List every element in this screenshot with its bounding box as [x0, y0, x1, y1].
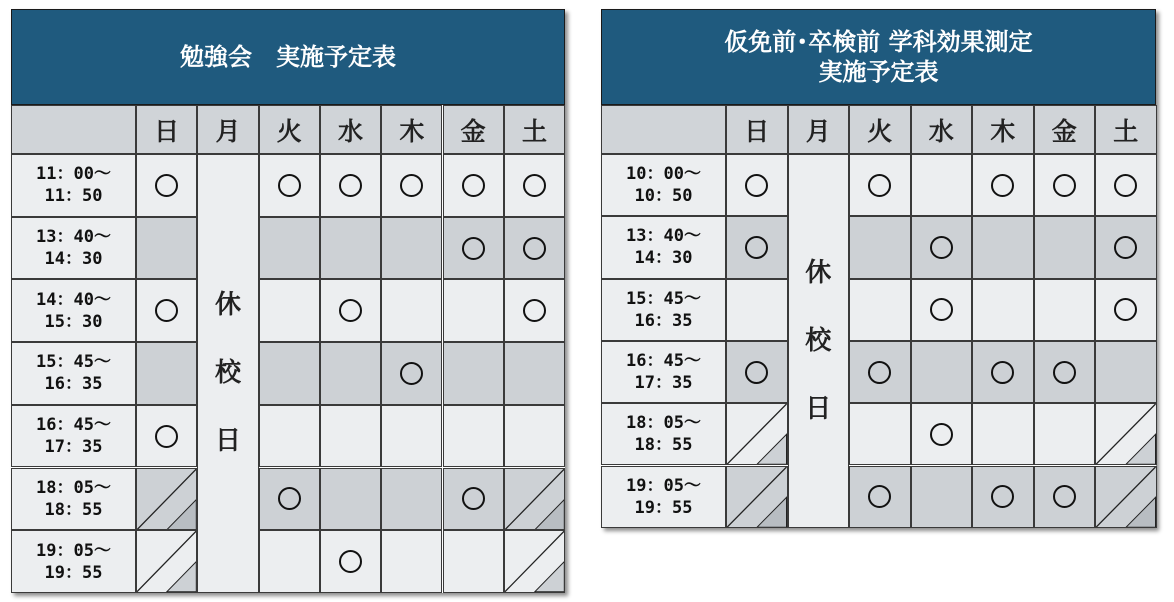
circle-icon: [523, 174, 546, 197]
schedule-cell: [504, 468, 565, 531]
schedule-cell: [443, 279, 504, 342]
schedule-cell: [726, 341, 788, 403]
schedule-cell: [320, 405, 381, 468]
schedule-cell: [443, 530, 504, 593]
circle-icon: [1053, 485, 1076, 508]
time-slot: [601, 341, 726, 403]
day-header: 金: [1034, 105, 1096, 154]
circle-icon: [339, 299, 362, 322]
time-text: 18：05～: [36, 477, 111, 498]
table-title: [11, 9, 565, 105]
time-text: 15：30: [44, 311, 103, 332]
schedule-cell: [1034, 216, 1096, 278]
time-slot: [11, 342, 136, 405]
time-slot: [11, 279, 136, 342]
time-slot: [601, 279, 726, 341]
time-text: 13：40～: [36, 227, 111, 248]
schedule-cell: [1095, 279, 1157, 341]
closed-day-char: 休: [214, 290, 241, 321]
time-slot: [11, 530, 136, 593]
day-header: 月: [788, 105, 850, 154]
header-corner: [11, 105, 136, 154]
schedule-cell: [1034, 466, 1096, 528]
schedule-cell: [726, 216, 788, 278]
schedule-cell: [381, 279, 442, 342]
schedule-cell: [911, 403, 973, 465]
schedule-cell: [972, 216, 1034, 278]
circle-icon: [400, 362, 423, 385]
title-line: 勉強会 実施予定表: [180, 43, 396, 71]
circle-icon: [462, 237, 485, 260]
schedule-cell: [136, 530, 197, 593]
diagonal-slash-icon: [137, 469, 196, 530]
time-text: 13：40～: [626, 226, 701, 247]
time-slot: [601, 403, 726, 465]
closed-day-char: 日: [214, 426, 241, 457]
schedule-cell: [504, 342, 565, 405]
schedule-cell: [504, 279, 565, 342]
circle-icon: [155, 174, 178, 197]
day-header: 火: [849, 105, 911, 154]
schedule-cell: [381, 154, 442, 217]
time-slot: [11, 217, 136, 280]
schedule-cell: [381, 530, 442, 593]
schedule-cell: [726, 403, 788, 465]
schedule-cell: [136, 279, 197, 342]
circle-icon: [745, 236, 768, 259]
schedule-cell: [972, 466, 1034, 528]
circle-icon: [339, 550, 362, 573]
closed-day-char: 休: [805, 257, 832, 288]
day-header: 木: [381, 105, 442, 154]
time-text: 19：05～: [626, 475, 701, 496]
schedule-cell: [259, 154, 320, 217]
closed-day-char: 校: [805, 325, 832, 356]
circle-icon: [523, 299, 546, 322]
day-header: 土: [1095, 105, 1157, 154]
schedule-cell: [849, 403, 911, 465]
schedule-cell: [259, 217, 320, 280]
circle-icon: [930, 298, 953, 321]
circle-icon: [868, 361, 891, 384]
schedule-cell: [911, 279, 973, 341]
time-text: 16：35: [44, 374, 103, 395]
day-header: 土: [504, 105, 565, 154]
schedule-cell: [1034, 279, 1096, 341]
day-header: 水: [320, 105, 381, 154]
circle-icon: [1053, 361, 1076, 384]
day-header: 日: [726, 105, 788, 154]
schedule-cell: [849, 466, 911, 528]
schedule-cell: [381, 468, 442, 531]
circle-icon: [991, 485, 1014, 508]
time-text: 15：45～: [626, 288, 701, 309]
schedule-cell: [320, 530, 381, 593]
circle-icon: [745, 361, 768, 384]
closed-day-column: [788, 154, 850, 528]
time-text: 14：30: [44, 249, 103, 270]
time-slot: [11, 154, 136, 217]
time-text: 10：50: [634, 186, 693, 207]
table-title: [601, 9, 1156, 105]
circle-icon: [523, 237, 546, 260]
schedule-cell: [443, 468, 504, 531]
diagonal-slash-icon: [1096, 404, 1156, 464]
schedule-cell: [259, 342, 320, 405]
schedule-cell: [504, 154, 565, 217]
time-text: 18：55: [44, 499, 103, 520]
schedule-cell: [849, 154, 911, 216]
schedule-cell: [504, 217, 565, 280]
schedule-cell: [504, 405, 565, 468]
schedule-cell: [972, 341, 1034, 403]
circle-icon: [868, 174, 891, 197]
closed-day-char: 校: [214, 358, 241, 389]
time-text: 17：35: [634, 373, 693, 394]
time-text: 18：05～: [626, 413, 701, 434]
diagonal-slash-icon: [727, 404, 787, 464]
schedule-cell: [320, 217, 381, 280]
time-text: 14：30: [634, 248, 693, 269]
schedule-cell: [504, 530, 565, 593]
time-slot: [601, 466, 726, 528]
schedule-cell: [136, 217, 197, 280]
day-header: 月: [197, 105, 258, 154]
day-header: 火: [259, 105, 320, 154]
schedule-cell: [320, 468, 381, 531]
time-text: 16：45～: [626, 351, 701, 372]
diagonal-slash-icon: [505, 531, 564, 592]
schedule-cell: [972, 154, 1034, 216]
schedule-cell: [320, 279, 381, 342]
circle-icon: [462, 487, 485, 510]
schedule-cell: [381, 217, 442, 280]
schedule-cell: [136, 468, 197, 531]
header-corner: [601, 105, 726, 154]
day-header: 日: [136, 105, 197, 154]
schedule-cell: [972, 403, 1034, 465]
schedule-cell: [1095, 403, 1157, 465]
time-text: 10：00～: [626, 164, 701, 185]
closed-day-char: 日: [805, 393, 832, 424]
schedule-cell: [320, 342, 381, 405]
circle-icon: [278, 174, 301, 197]
schedule-cell: [1095, 341, 1157, 403]
circle-icon: [745, 174, 768, 197]
circle-icon: [930, 423, 953, 446]
circle-icon: [339, 174, 362, 197]
time-slot: [11, 468, 136, 531]
schedule-cell: [1034, 403, 1096, 465]
schedule-cell: [136, 405, 197, 468]
schedule-cell: [381, 405, 442, 468]
time-text: 11：50: [44, 186, 103, 207]
circle-icon: [1114, 174, 1137, 197]
day-header: 水: [911, 105, 973, 154]
schedule-cell: [849, 341, 911, 403]
title-line: 実施予定表: [818, 58, 939, 86]
schedule-cell: [443, 405, 504, 468]
schedule-cell: [726, 466, 788, 528]
schedule-cell: [320, 154, 381, 217]
schedule-cell: [443, 342, 504, 405]
schedule-cell: [1095, 216, 1157, 278]
schedule-cell: [1095, 466, 1157, 528]
schedule-cell: [259, 405, 320, 468]
time-text: 19：55: [44, 562, 103, 583]
circle-icon: [155, 425, 178, 448]
circle-icon: [400, 174, 423, 197]
circle-icon: [1114, 236, 1137, 259]
circle-icon: [930, 236, 953, 259]
time-slot: [11, 405, 136, 468]
circle-icon: [155, 299, 178, 322]
time-slot: [601, 154, 726, 216]
schedule-table: [601, 9, 1156, 528]
diagonal-slash-icon: [727, 467, 787, 527]
time-text: 16：35: [634, 310, 693, 331]
circle-icon: [868, 485, 891, 508]
diagonal-slash-icon: [1096, 467, 1156, 527]
schedule-cell: [911, 154, 973, 216]
time-text: 18：55: [634, 435, 693, 456]
schedule-cell: [849, 216, 911, 278]
schedule-cell: [972, 279, 1034, 341]
schedule-cell: [1034, 341, 1096, 403]
title-line: 仮免前･卒検前 学科効果測定: [724, 28, 1033, 56]
diagonal-slash-icon: [505, 469, 564, 530]
circle-icon: [1114, 298, 1137, 321]
schedule-cell: [911, 216, 973, 278]
closed-day-column: [197, 154, 258, 593]
circle-icon: [462, 174, 485, 197]
schedule-cell: [726, 154, 788, 216]
schedule-cell: [136, 342, 197, 405]
schedule-cell: [259, 279, 320, 342]
schedule-cell: [443, 154, 504, 217]
schedule-cell: [136, 154, 197, 217]
schedule-cell: [443, 217, 504, 280]
circle-icon: [991, 174, 1014, 197]
time-text: 14：40～: [36, 289, 111, 310]
diagonal-slash-icon: [137, 531, 196, 592]
time-text: 17：35: [44, 437, 103, 458]
time-text: 16：45～: [36, 415, 111, 436]
circle-icon: [1053, 174, 1076, 197]
schedule-cell: [1095, 154, 1157, 216]
schedule-table: [11, 9, 565, 593]
time-text: 19：05～: [36, 540, 111, 561]
schedule-cell: [259, 530, 320, 593]
schedule-cell: [911, 466, 973, 528]
time-text: 15：45～: [36, 352, 111, 373]
schedule-cell: [849, 279, 911, 341]
time-text: 19：55: [634, 497, 693, 518]
circle-icon: [278, 487, 301, 510]
time-text: 11：00～: [36, 164, 111, 185]
schedule-cell: [726, 279, 788, 341]
schedule-cell: [1034, 154, 1096, 216]
day-header: 木: [972, 105, 1034, 154]
circle-icon: [991, 361, 1014, 384]
time-slot: [601, 216, 726, 278]
schedule-cell: [911, 341, 973, 403]
day-header: 金: [443, 105, 504, 154]
schedule-cell: [381, 342, 442, 405]
schedule-cell: [259, 468, 320, 531]
